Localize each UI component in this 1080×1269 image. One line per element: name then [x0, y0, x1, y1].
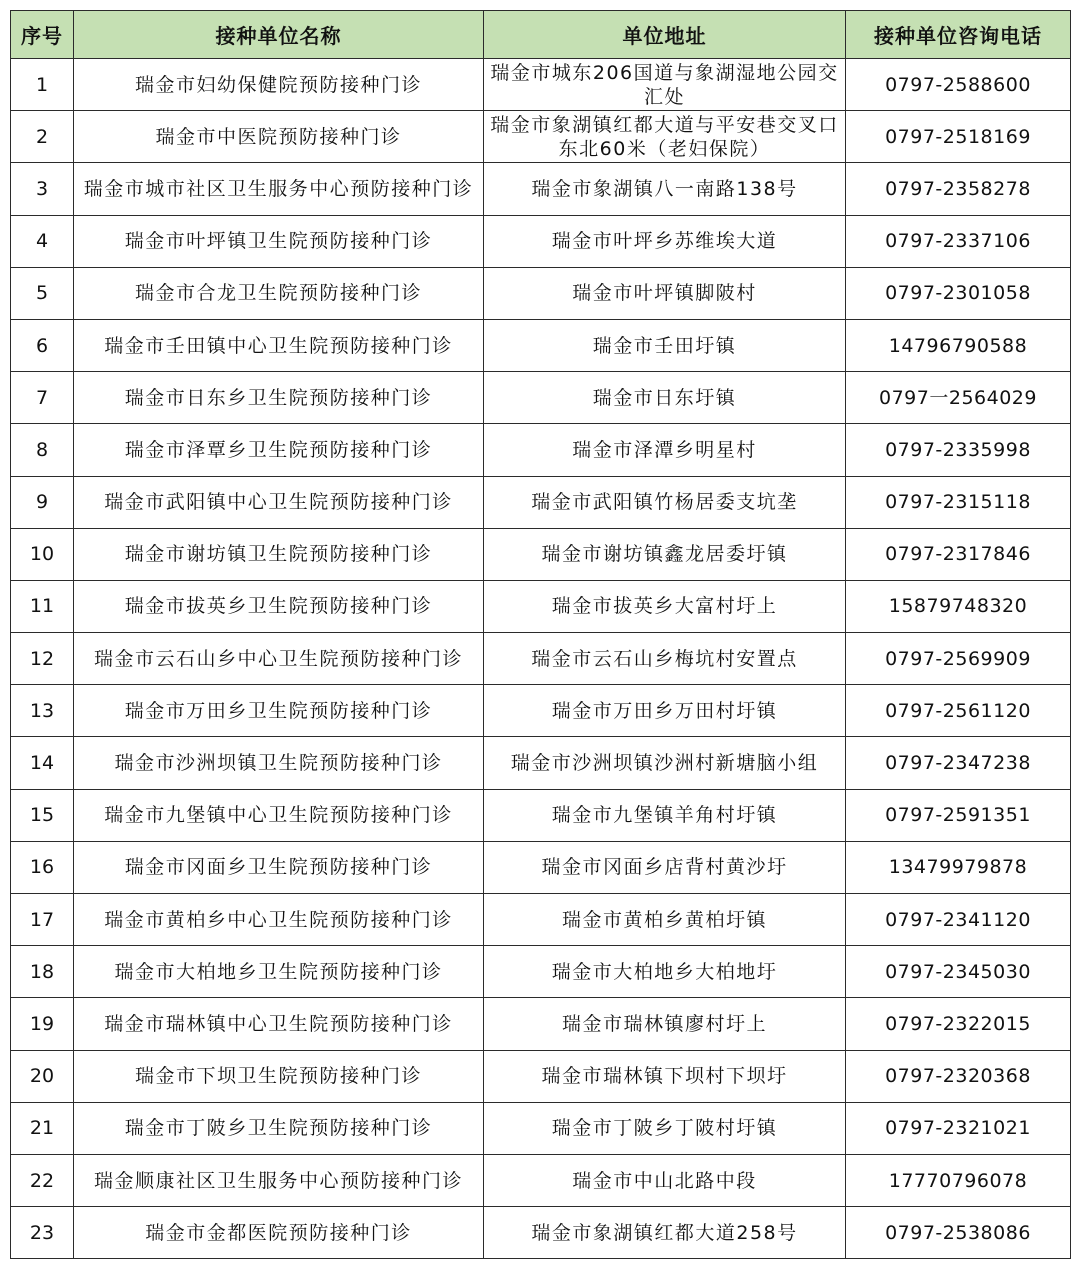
cell-phone: 14796790588 [846, 319, 1071, 371]
cell-index: 20 [11, 1050, 74, 1102]
cell-clinic-name: 瑞金市丁陂乡卫生院预防接种门诊 [74, 1102, 484, 1154]
cell-index: 5 [11, 267, 74, 319]
table-row [11, 424, 1071, 476]
cell-phone: 0797-2569909 [846, 633, 1071, 685]
cell-index: 17 [11, 894, 74, 946]
table-row [11, 1154, 1071, 1206]
table-header [11, 11, 1071, 59]
table-row [11, 111, 1071, 163]
cell-phone: 0797-2317846 [846, 528, 1071, 580]
cell-phone: 0797-2320368 [846, 1050, 1071, 1102]
table-row [11, 476, 1071, 528]
cell-phone: 0797-2337106 [846, 215, 1071, 267]
cell-clinic-name: 瑞金市黄柏乡中心卫生院预防接种门诊 [74, 894, 484, 946]
table-row [11, 998, 1071, 1050]
cell-clinic-name: 瑞金市城市社区卫生服务中心预防接种门诊 [74, 163, 484, 215]
cell-address: 瑞金市城东206国道与象湖湿地公园交汇处 [484, 59, 846, 111]
table-row [11, 946, 1071, 998]
table-row [11, 267, 1071, 319]
cell-index: 3 [11, 163, 74, 215]
cell-index: 9 [11, 476, 74, 528]
cell-address: 瑞金市象湖镇八一南路138号 [484, 163, 846, 215]
cell-index: 19 [11, 998, 74, 1050]
table-row [11, 580, 1071, 632]
cell-address: 瑞金市象湖镇红都大道258号 [484, 1207, 846, 1259]
vaccination-clinic-table-container [10, 10, 1070, 1259]
cell-phone: 0797-2321021 [846, 1102, 1071, 1154]
cell-address: 瑞金市万田乡万田村圩镇 [484, 685, 846, 737]
cell-clinic-name: 瑞金市壬田镇中心卫生院预防接种门诊 [74, 319, 484, 371]
cell-clinic-name: 瑞金市武阳镇中心卫生院预防接种门诊 [74, 476, 484, 528]
cell-clinic-name: 瑞金市下坝卫生院预防接种门诊 [74, 1050, 484, 1102]
cell-phone: 0797-2538086 [846, 1207, 1071, 1259]
table-body [11, 59, 1071, 1259]
cell-index: 22 [11, 1154, 74, 1206]
table-row [11, 528, 1071, 580]
table-row [11, 215, 1071, 267]
cell-address: 瑞金市叶坪乡苏维埃大道 [484, 215, 846, 267]
table-row [11, 163, 1071, 215]
cell-address: 瑞金市瑞林镇廖村圩上 [484, 998, 846, 1050]
cell-address: 瑞金市丁陂乡丁陂村圩镇 [484, 1102, 846, 1154]
cell-phone: 0797-2588600 [846, 59, 1071, 111]
cell-index: 21 [11, 1102, 74, 1154]
cell-clinic-name: 瑞金市合龙卫生院预防接种门诊 [74, 267, 484, 319]
cell-address: 瑞金市壬田圩镇 [484, 319, 846, 371]
table-row [11, 59, 1071, 111]
cell-clinic-name: 瑞金市瑞林镇中心卫生院预防接种门诊 [74, 998, 484, 1050]
cell-phone: 0797-2341120 [846, 894, 1071, 946]
cell-clinic-name: 瑞金市大柏地乡卫生院预防接种门诊 [74, 946, 484, 998]
cell-phone: 0797一2564029 [846, 372, 1071, 424]
cell-clinic-name: 瑞金市沙洲坝镇卫生院预防接种门诊 [74, 737, 484, 789]
table-row [11, 1050, 1071, 1102]
column-header-index: 序号 [11, 11, 74, 59]
cell-phone: 0797-2315118 [846, 476, 1071, 528]
column-header-address: 单位地址 [484, 11, 846, 59]
cell-address: 瑞金市瑞林镇下坝村下坝圩 [484, 1050, 846, 1102]
cell-phone: 0797-2322015 [846, 998, 1071, 1050]
cell-clinic-name: 瑞金市金都医院预防接种门诊 [74, 1207, 484, 1259]
cell-address: 瑞金市黄柏乡黄柏圩镇 [484, 894, 846, 946]
cell-phone: 0797-2301058 [846, 267, 1071, 319]
cell-index: 23 [11, 1207, 74, 1259]
column-header-phone: 接种单位咨询电话 [846, 11, 1071, 59]
table-row [11, 685, 1071, 737]
table-row [11, 372, 1071, 424]
table-row [11, 1102, 1071, 1154]
cell-phone: 0797-2591351 [846, 789, 1071, 841]
cell-address: 瑞金市九堡镇羊角村圩镇 [484, 789, 846, 841]
cell-phone: 15879748320 [846, 580, 1071, 632]
cell-address: 瑞金市中山北路中段 [484, 1154, 846, 1206]
cell-phone: 0797-2358278 [846, 163, 1071, 215]
header-row [11, 11, 1071, 59]
cell-clinic-name: 瑞金市拔英乡卫生院预防接种门诊 [74, 580, 484, 632]
cell-index: 13 [11, 685, 74, 737]
cell-index: 6 [11, 319, 74, 371]
cell-index: 7 [11, 372, 74, 424]
cell-address: 瑞金市大柏地乡大柏地圩 [484, 946, 846, 998]
cell-clinic-name: 瑞金市冈面乡卫生院预防接种门诊 [74, 841, 484, 893]
table-row [11, 633, 1071, 685]
cell-phone: 0797-2347238 [846, 737, 1071, 789]
table-row [11, 319, 1071, 371]
cell-clinic-name: 瑞金顺康社区卫生服务中心预防接种门诊 [74, 1154, 484, 1206]
cell-index: 14 [11, 737, 74, 789]
cell-address: 瑞金市武阳镇竹杨居委支坑垄 [484, 476, 846, 528]
cell-index: 16 [11, 841, 74, 893]
cell-address: 瑞金市日东圩镇 [484, 372, 846, 424]
table-row [11, 894, 1071, 946]
table-row [11, 841, 1071, 893]
cell-phone: 13479979878 [846, 841, 1071, 893]
cell-clinic-name: 瑞金市中医院预防接种门诊 [74, 111, 484, 163]
cell-index: 10 [11, 528, 74, 580]
cell-phone: 0797-2335998 [846, 424, 1071, 476]
cell-address: 瑞金市云石山乡梅坑村安置点 [484, 633, 846, 685]
cell-phone: 17770796078 [846, 1154, 1071, 1206]
cell-address: 瑞金市谢坊镇鑫龙居委圩镇 [484, 528, 846, 580]
cell-clinic-name: 瑞金市谢坊镇卫生院预防接种门诊 [74, 528, 484, 580]
cell-clinic-name: 瑞金市万田乡卫生院预防接种门诊 [74, 685, 484, 737]
cell-phone: 0797-2345030 [846, 946, 1071, 998]
cell-clinic-name: 瑞金市日东乡卫生院预防接种门诊 [74, 372, 484, 424]
cell-index: 8 [11, 424, 74, 476]
cell-index: 2 [11, 111, 74, 163]
cell-address: 瑞金市泽潭乡明星村 [484, 424, 846, 476]
cell-clinic-name: 瑞金市九堡镇中心卫生院预防接种门诊 [74, 789, 484, 841]
table-row [11, 1207, 1071, 1259]
cell-index: 15 [11, 789, 74, 841]
cell-index: 12 [11, 633, 74, 685]
cell-index: 1 [11, 59, 74, 111]
cell-address: 瑞金市象湖镇红都大道与平安巷交叉口东北60米（老妇保院） [484, 111, 846, 163]
cell-phone: 0797-2561120 [846, 685, 1071, 737]
cell-phone: 0797-2518169 [846, 111, 1071, 163]
cell-address: 瑞金市沙洲坝镇沙洲村新塘脑小组 [484, 737, 846, 789]
cell-clinic-name: 瑞金市叶坪镇卫生院预防接种门诊 [74, 215, 484, 267]
cell-clinic-name: 瑞金市泽覃乡卫生院预防接种门诊 [74, 424, 484, 476]
vaccination-clinic-table [10, 10, 1071, 1259]
column-header-name: 接种单位名称 [74, 11, 484, 59]
cell-clinic-name: 瑞金市妇幼保健院预防接种门诊 [74, 59, 484, 111]
cell-address: 瑞金市拔英乡大富村圩上 [484, 580, 846, 632]
cell-index: 18 [11, 946, 74, 998]
cell-clinic-name: 瑞金市云石山乡中心卫生院预防接种门诊 [74, 633, 484, 685]
cell-address: 瑞金市叶坪镇脚陂村 [484, 267, 846, 319]
cell-address: 瑞金市冈面乡店背村黄沙圩 [484, 841, 846, 893]
cell-index: 4 [11, 215, 74, 267]
cell-index: 11 [11, 580, 74, 632]
table-row [11, 737, 1071, 789]
table-row [11, 789, 1071, 841]
